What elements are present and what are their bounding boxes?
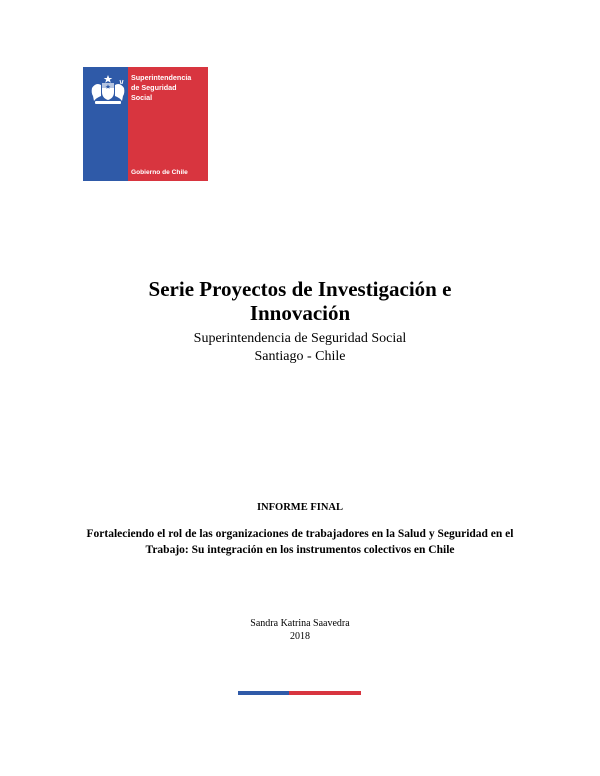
organization-name: Superintendencia de Seguridad Social	[193, 331, 407, 346]
logo-red-panel	[128, 67, 208, 181]
logo-blue-panel	[83, 67, 128, 181]
location: Santiago - Chile	[254, 349, 346, 364]
institution-logo	[83, 67, 208, 181]
logo-government-label: Gobierno de Chile	[131, 169, 188, 176]
coat-of-arms-icon	[89, 74, 127, 106]
footer-color-bar	[238, 691, 361, 695]
series-title: Serie Proyectos de Investigación e Innovación	[148, 277, 452, 325]
footer-bar-blue	[238, 691, 289, 695]
author-name: Sandra Katrina Saavedra	[250, 618, 350, 629]
footer-bar-red	[289, 691, 361, 695]
publication-year: 2018	[290, 631, 310, 642]
report-title: Fortaleciendo el rol de las organizaciones de trabajadores en la Salud y Seguridad en el Trabajo: Su integración en los instrumentos colectivos en Chile	[86, 528, 514, 556]
logo-institution-name: Superintendencia de Seguridad Social	[131, 73, 192, 102]
report-label: INFORME FINAL	[256, 502, 344, 513]
